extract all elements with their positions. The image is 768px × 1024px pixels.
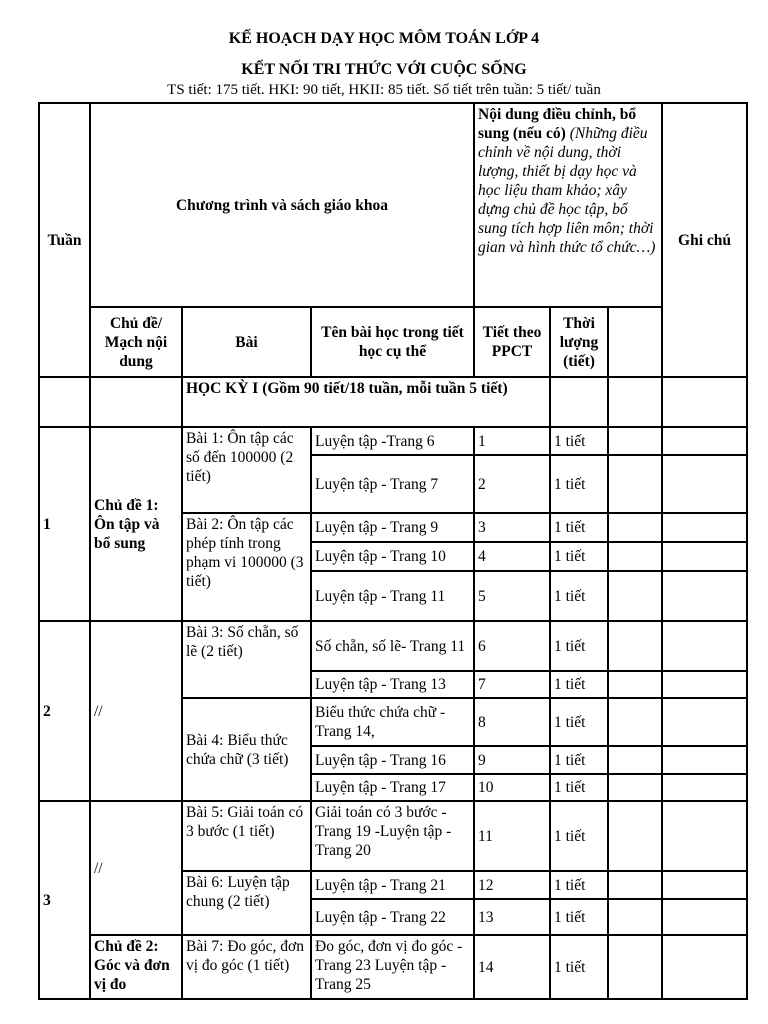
blank-cell <box>662 513 747 542</box>
period-cell: 12 <box>474 871 550 899</box>
lesson-title: Luyện tập - Trang 22 <box>311 899 474 935</box>
lesson-cell: Bài 5: Giải toán có 3 bước (1 tiết) <box>182 801 311 871</box>
blank-cell <box>608 801 662 871</box>
table-row <box>39 801 747 871</box>
blank-cell <box>550 377 608 427</box>
document-title: KẾ HOẠCH DẠY HỌC MÔM TOÁN LỚP 4 <box>228 30 540 47</box>
blank-cell <box>39 377 90 427</box>
duration-cell: 1 tiết <box>550 899 608 935</box>
blank-cell <box>608 455 662 513</box>
week-number: 1 <box>39 427 90 621</box>
blank-cell <box>662 455 747 513</box>
header-adjustment-note: (Những điều chỉnh về nội dung, thời lượng, thiết bị dạy học và học liệu tham khảo; xây dựng chủ đề học tập, bổ sung tích hợp liên môn; thời gian và hình thức tổ chức…) <box>478 125 656 256</box>
lesson-title: Đo góc, đơn vị đo góc - Trang 23 Luyện tập - Trang 25 <box>311 935 474 999</box>
blank-cell <box>608 542 662 571</box>
semester-label: HỌC KỲ I (Gồm 90 tiết/18 tuần, mỗi tuần 5 tiết) <box>182 377 550 427</box>
lesson-cell: Bài 3: Số chẵn, số lẽ (2 tiết) <box>182 621 311 698</box>
blank-cell <box>662 621 747 671</box>
blank-cell <box>608 774 662 801</box>
lesson-title: Luyện tập - Trang 10 <box>311 542 474 571</box>
lesson-title: Luyện tập - Trang 7 <box>311 455 474 513</box>
duration-cell: 1 tiết <box>550 801 608 871</box>
duration-cell: 1 tiết <box>550 621 608 671</box>
duration-cell: 1 tiết <box>550 571 608 621</box>
duration-cell: 1 tiết <box>550 774 608 801</box>
lesson-title: Luyện tập - Trang 11 <box>311 571 474 621</box>
lesson-cell: Bài 1: Ôn tập các số đến 100000 (2 tiết) <box>182 427 311 513</box>
header-adjustment <box>474 103 662 307</box>
lesson-title: Giải toán có 3 bước - Trang 19 -Luyện tập - Trang 20 <box>311 801 474 871</box>
lesson-cell: Bài 4: Biểu thức chứa chữ (3 tiết) <box>182 698 311 801</box>
duration-cell: 1 tiết <box>550 671 608 698</box>
duration-cell: 1 tiết <box>550 746 608 774</box>
header-lesson-name: Tên bài học trong tiết học cụ thể <box>311 307 474 377</box>
lesson-title: Biểu thức chứa chữ - Trang 14, <box>311 698 474 746</box>
subheader-row <box>39 307 747 377</box>
blank-cell <box>608 621 662 671</box>
table-row <box>39 621 747 671</box>
week-number: 3 <box>39 801 90 999</box>
blank-cell <box>608 899 662 935</box>
header-row <box>39 103 747 307</box>
week-number: 2 <box>39 621 90 801</box>
blank-cell <box>608 571 662 621</box>
blank-cell <box>662 899 747 935</box>
lesson-title: Luyện tập - Trang 16 <box>311 746 474 774</box>
lesson-plan-table <box>38 102 748 1000</box>
blank-cell <box>662 377 747 427</box>
duration-cell: 1 tiết <box>550 698 608 746</box>
period-cell: 8 <box>474 698 550 746</box>
topic-cell: Chủ đề 1: Ôn tập và bổ sung <box>90 427 182 621</box>
duration-cell: 1 tiết <box>550 513 608 542</box>
blank-cell <box>662 935 747 999</box>
duration-cell: 1 tiết <box>550 871 608 899</box>
period-cell: 1 <box>474 427 550 455</box>
lesson-title: Luyện tập - Trang 17 <box>311 774 474 801</box>
period-cell: 9 <box>474 746 550 774</box>
duration-cell: 1 tiết <box>550 455 608 513</box>
blank-cell <box>90 377 182 427</box>
period-cell: 11 <box>474 801 550 871</box>
period-cell: 3 <box>474 513 550 542</box>
blank-cell <box>608 671 662 698</box>
blank-cell <box>662 571 747 621</box>
blank-cell <box>662 801 747 871</box>
header-period: Tiết theo PPCT <box>474 307 550 377</box>
blank-cell <box>608 513 662 542</box>
blank-cell <box>662 698 747 746</box>
header-note: Ghi chú <box>662 103 747 377</box>
lesson-cell: Bài 2: Ôn tập các phép tính trong phạm vi 100000 (3 tiết) <box>182 513 311 621</box>
blank-cell <box>662 542 747 571</box>
topic-cell: Chủ đề 2: Góc và đơn vị đo <box>90 935 182 999</box>
period-cell: 2 <box>474 455 550 513</box>
header-duration: Thời lượng (tiết) <box>550 307 608 377</box>
table-row <box>39 427 747 455</box>
period-cell: 10 <box>474 774 550 801</box>
period-cell: 7 <box>474 671 550 698</box>
duration-cell: 1 tiết <box>550 427 608 455</box>
lesson-title: Luyện tập - Trang 21 <box>311 871 474 899</box>
blank-cell <box>608 871 662 899</box>
semester-row <box>39 377 747 427</box>
duration-cell: 1 tiết <box>550 935 608 999</box>
document-subtitle: KẾT NỐI TRI THỨC VỚI CUỘC SỐNG <box>241 61 527 78</box>
header-topic: Chủ đề/ Mạch nội dung <box>90 307 182 377</box>
period-cell: 14 <box>474 935 550 999</box>
header-blank <box>608 307 662 377</box>
lesson-title: Luyện tập - Trang 13 <box>311 671 474 698</box>
lesson-cell: Bài 6: Luyện tập chung (2 tiết) <box>182 871 311 935</box>
lesson-cell: Bài 7: Đo góc, đơn vị đo góc (1 tiết) <box>182 935 311 999</box>
duration-cell: 1 tiết <box>550 542 608 571</box>
topic-cell: // <box>90 621 182 801</box>
blank-cell <box>608 377 662 427</box>
blank-cell <box>662 871 747 899</box>
blank-cell <box>608 698 662 746</box>
table-row <box>39 935 747 999</box>
blank-cell <box>608 935 662 999</box>
blank-cell <box>662 427 747 455</box>
period-cell: 13 <box>474 899 550 935</box>
header-program: Chương trình và sách giáo khoa <box>90 103 474 307</box>
blank-cell <box>608 427 662 455</box>
lesson-title: Luyện tập -Trang 6 <box>311 427 474 455</box>
period-cell: 5 <box>474 571 550 621</box>
lesson-title: Luyện tập - Trang 9 <box>311 513 474 542</box>
period-cell: 4 <box>474 542 550 571</box>
lesson-title: Số chẵn, số lẽ- Trang 11 <box>311 621 474 671</box>
period-cell: 6 <box>474 621 550 671</box>
header-lesson: Bài <box>182 307 311 377</box>
document-summary: TS tiết: 175 tiết. HKI: 90 tiết, HKII: 85 tiết. Số tiết trên tuần: 5 tiết/ tuần <box>167 82 601 98</box>
header-week: Tuần <box>39 103 90 377</box>
blank-cell <box>662 671 747 698</box>
topic-cell: // <box>90 801 182 935</box>
header-adjustment-title: Nội dung điều chỉnh, bổ sung (nếu có) <box>478 106 637 142</box>
blank-cell <box>608 746 662 774</box>
blank-cell <box>662 774 747 801</box>
blank-cell <box>662 746 747 774</box>
